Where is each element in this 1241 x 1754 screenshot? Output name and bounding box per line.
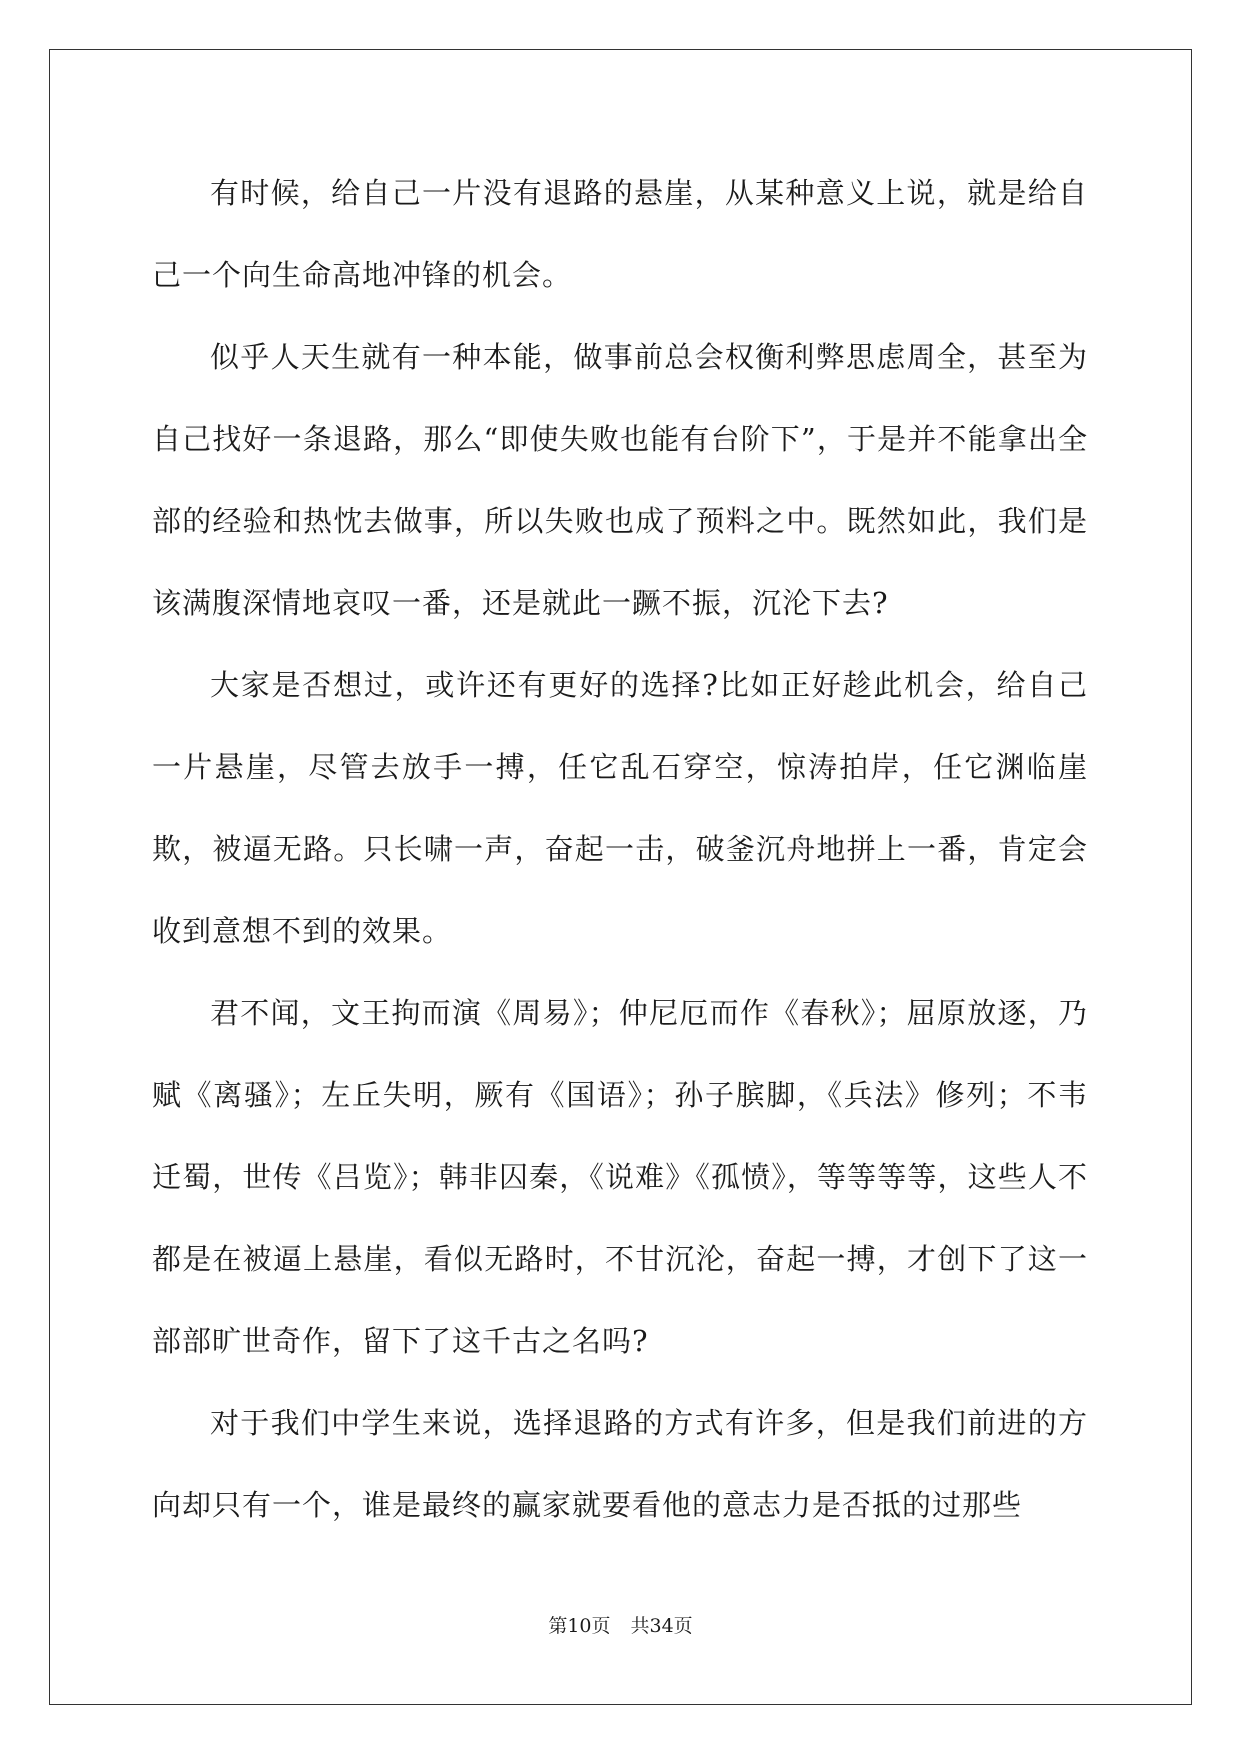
- paragraph-1: 有时候，给自己一片没有退路的悬崖，从某种意义上说，就是给自己一个向生命高地冲锋的机会。: [152, 176, 1088, 292]
- paragraph-3: 大家是否想过，或许还有更好的选择?比如正好趁此机会，给自己一片悬崖，尽管去放手一搏，任它乱石穿空，惊涛拍岸，任它渊临崖欺，被逼无路。只长啸一声，奋起一击，破釜沉舟地拼上一番，肯定会收到意想不到的效果。: [152, 668, 1088, 948]
- paragraph-2: 似乎人天生就有一种本能，做事前总会权衡利弊思虑周全，甚至为自己找好一条退路，那么“即使失败也能有台阶下”，于是并不能拿出全部的经验和热忱去做事，所以失败也成了预料之中。既然如此，我们是该满腹深情地哀叹一番，还是就此一蹶不振，沉沦下去?: [152, 340, 1088, 620]
- page-footer: [0, 1611, 1241, 1638]
- page-total: 共34页: [630, 1615, 693, 1637]
- paragraph-5: 对于我们中学生来说，选择退路的方式有许多，但是我们前进的方向却只有一个，谁是最终的赢家就要看他的意志力是否抵的过那些: [152, 1406, 1088, 1522]
- document-body: [152, 152, 1088, 1546]
- paragraph-4: 君不闻，文王拘而演《周易》；仲尼厄而作《春秋》；屈原放逐，乃赋《离骚》；左丘失明，厥有《国语》；孙子膑脚，《兵法》修列；不韦迁蜀，世传《吕览》；韩非囚秦，《说难》《孤愤》，等等等等，这些人不都是在被逼上悬崖，看似无路时，不甘沉沦，奋起一搏，才创下了这一部部旷世奇作，留下了这千古之名吗?: [152, 996, 1088, 1358]
- page-number: 第10页: [548, 1615, 611, 1637]
